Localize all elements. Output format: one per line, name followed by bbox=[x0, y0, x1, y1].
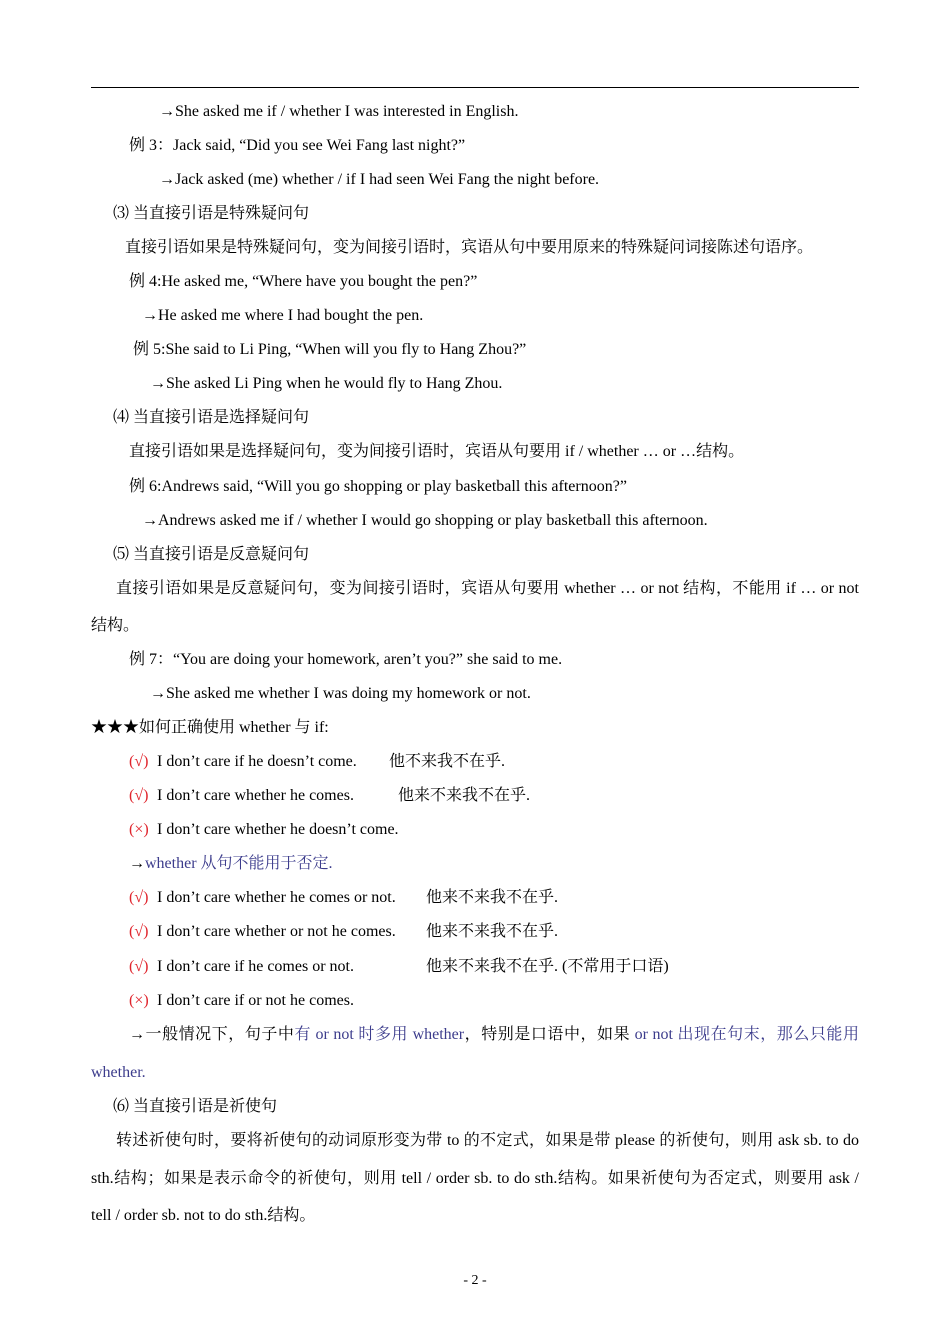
correct-mark: (√) bbox=[129, 787, 149, 804]
section-5-heading: ⑸ 当直接引语是反意疑问句 bbox=[113, 546, 310, 563]
correct-mark: (√) bbox=[129, 753, 149, 770]
section-3-paragraph: 直接引语如果是特殊疑问句，变为间接引语时，宾语从句中要用原来的特殊疑问词接陈述句语序。 bbox=[125, 239, 814, 256]
example-3: 例 3：Jack said, “Did you see Wei Fang last night?” bbox=[129, 137, 466, 154]
section-4-heading: ⑷ 当直接引语是选择疑问句 bbox=[113, 409, 310, 426]
sentence-1 bbox=[129, 752, 506, 772]
example-7-answer: →She asked me whether I was doing my homework or not. bbox=[150, 685, 531, 702]
example-5: 例 5:She said to Li Ping, “When will you fly to Hang Zhou?” bbox=[133, 341, 527, 358]
correct-mark: (√) bbox=[129, 923, 149, 940]
wrong-mark: (×) bbox=[129, 992, 149, 1009]
example-6: 例 6:Andrews said, “Will you go shopping or play basketball this afternoon?” bbox=[129, 478, 627, 495]
section-6-heading: ⑹ 当直接引语是祈使句 bbox=[113, 1098, 278, 1115]
section-6-paragraph-line-3: tell / order sb. not to do sth.结构。 bbox=[91, 1207, 316, 1224]
example-4: 例 4:He asked me, “Where have you bought the pen?” bbox=[129, 273, 478, 290]
example-7: 例 7：“You are doing your homework, aren’t you?” she said to me. bbox=[129, 651, 563, 668]
correct-mark: (√) bbox=[129, 889, 149, 906]
sentence-6-english: I don’t care if he comes or not. bbox=[157, 958, 354, 975]
sentence-3 bbox=[129, 820, 399, 840]
sentence-6-chinese: 他来不来我不在乎. (不常用于口语) bbox=[426, 958, 669, 975]
example-4-answer: →He asked me where I had bought the pen. bbox=[142, 307, 424, 324]
example-2-answer: →She asked me if / whether I was interested in English. bbox=[159, 103, 519, 120]
sentence-4 bbox=[129, 888, 559, 908]
example-3-answer: →Jack asked (me) whether / if I had seen Wei Fang the night before. bbox=[159, 171, 600, 188]
section-3-heading: ⑶ 当直接引语是特殊疑问句 bbox=[113, 205, 310, 222]
sentence-7-english: I don’t care if or not he comes. bbox=[157, 992, 354, 1009]
note-2-line-2: whether. bbox=[91, 1064, 146, 1081]
note-2-part-a: →一般情况下，句子中 bbox=[129, 1026, 295, 1043]
note-1 bbox=[129, 854, 333, 874]
sentence-2-english: I don’t care whether he comes. bbox=[157, 787, 354, 804]
note-2-part-d: or not 出现在句末，那么只能用 bbox=[634, 1026, 859, 1043]
note-1-text: whether 从句不能用于否定. bbox=[145, 855, 333, 872]
section-6-paragraph-line-2: sth.结构；如果是表示命令的祈使句，则用 tell / order sb. to do sth.结构。如果祈使句为否定式，则要用 ask / bbox=[91, 1170, 859, 1187]
sentence-1-english: I don’t care if he doesn’t come. bbox=[157, 753, 357, 770]
sentence-5-chinese: 他来不来我不在乎. bbox=[426, 923, 559, 940]
sentence-4-english: I don’t care whether he comes or not. bbox=[157, 889, 396, 906]
sentence-7 bbox=[129, 991, 354, 1011]
section-5-paragraph-line-1: 直接引语如果是反意疑问句，变为间接引语时，宾语从句要用 whether … or not 结构，不能用 if … or not bbox=[116, 580, 859, 597]
sentence-2-chinese: 他来不来我不在乎. bbox=[398, 787, 531, 804]
sentence-3-english: I don’t care whether he doesn’t come. bbox=[157, 821, 399, 838]
arrow-icon: → bbox=[129, 855, 145, 872]
note-2-part-b: 有 or not 时多用 whether bbox=[294, 1026, 465, 1043]
page-number: - 2 - bbox=[463, 1273, 487, 1288]
sentence-5-english: I don’t care whether or not he comes. bbox=[157, 923, 396, 940]
wrong-mark: (×) bbox=[129, 821, 149, 838]
note-2-part-c: ，特别是口语中，如果 bbox=[464, 1026, 635, 1043]
correct-mark: (√) bbox=[129, 958, 149, 975]
whether-if-heading: ★★★如何正确使用 whether 与 if: bbox=[91, 719, 329, 736]
header-rule bbox=[91, 87, 859, 88]
example-5-answer: →She asked Li Ping when he would fly to Hang Zhou. bbox=[150, 375, 503, 392]
note-2-line-1 bbox=[129, 1025, 859, 1045]
sentence-5 bbox=[129, 922, 559, 942]
section-4-paragraph: 直接引语如果是选择疑问句，变为间接引语时，宾语从句要用 if / whether … or …结构。 bbox=[129, 443, 745, 460]
sentence-1-chinese: 他不来我不在乎. bbox=[389, 753, 506, 770]
section-6-paragraph-line-1: 转述祈使句时，要将祈使句的动词原形变为带 to 的不定式，如果是带 please 的祈使句，则用 ask sb. to do bbox=[116, 1132, 859, 1149]
section-5-paragraph-line-2: 结构。 bbox=[91, 617, 140, 634]
sentence-6 bbox=[129, 957, 669, 977]
sentence-2 bbox=[129, 786, 531, 806]
sentence-4-chinese: 他来不来我不在乎. bbox=[426, 889, 559, 906]
example-6-answer: →Andrews asked me if / whether I would go shopping or play basketball this afternoon. bbox=[142, 512, 708, 529]
